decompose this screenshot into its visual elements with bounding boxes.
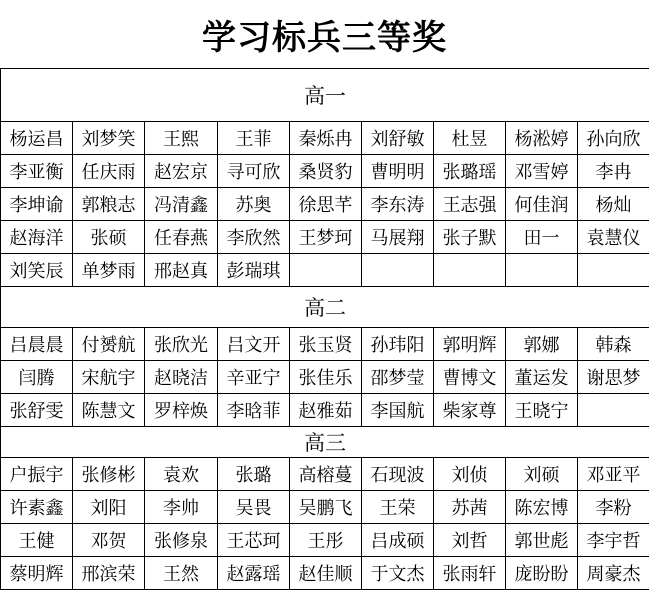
award-table-body: [1, 69, 649, 590]
student-name-cell: 杜昱: [434, 122, 506, 155]
student-name-cell: 吕文开: [218, 328, 290, 361]
student-name-cell: 苏茜: [434, 491, 506, 524]
grade-header: 高二: [1, 287, 649, 328]
student-name-cell: 陈宏博: [506, 491, 578, 524]
table-row: [1, 188, 649, 221]
student-name-cell: 孙玮阳: [362, 328, 434, 361]
student-name-cell: 王熙: [145, 122, 218, 155]
student-name-cell: 刘阳: [73, 491, 145, 524]
student-name-cell: 邵梦莹: [362, 361, 434, 394]
student-name-cell: 王芯珂: [218, 524, 290, 557]
table-row: [1, 155, 649, 188]
student-name-cell: 寻可欣: [218, 155, 290, 188]
student-name-cell: 李粉: [578, 491, 649, 524]
student-name-cell: 刘侦: [434, 458, 506, 491]
student-name-cell: 赵露瑶: [218, 557, 290, 590]
grade-header: 高三: [1, 427, 649, 458]
student-name-cell: 邢赵真: [145, 254, 218, 287]
award-table: [0, 68, 649, 590]
grade-header: 高一: [1, 69, 649, 122]
student-name-cell: 吴畏: [218, 491, 290, 524]
student-name-cell: 高榕蔓: [290, 458, 362, 491]
grade-header-row: [1, 427, 649, 458]
student-name-cell: 赵宏京: [145, 155, 218, 188]
student-name-cell: 王然: [145, 557, 218, 590]
student-name-cell: 郭娜: [506, 328, 578, 361]
student-name-cell: 庞盼盼: [506, 557, 578, 590]
student-name-cell: 吕晨晨: [1, 328, 73, 361]
student-name-cell: 柴家尊: [434, 394, 506, 427]
student-name-cell: 孙向欣: [578, 122, 649, 155]
student-name-cell: [578, 394, 649, 427]
student-name-cell: 张璐瑶: [434, 155, 506, 188]
grade-header-row: [1, 69, 649, 122]
student-name-cell: 刘舒敏: [362, 122, 434, 155]
student-name-cell: 辛亚宁: [218, 361, 290, 394]
student-name-cell: 谢思梦: [578, 361, 649, 394]
student-name-cell: 张欣光: [145, 328, 218, 361]
student-name-cell: 王晓宁: [506, 394, 578, 427]
student-name-cell: 杨淞婷: [506, 122, 578, 155]
student-name-cell: 张玉贤: [290, 328, 362, 361]
student-name-cell: 王菲: [218, 122, 290, 155]
student-name-cell: 张子默: [434, 221, 506, 254]
student-name-cell: 石现波: [362, 458, 434, 491]
student-name-cell: 王志强: [434, 188, 506, 221]
student-name-cell: 张舒雯: [1, 394, 73, 427]
student-name-cell: 陈慧文: [73, 394, 145, 427]
student-name-cell: 李冉: [578, 155, 649, 188]
student-name-cell: 田一: [506, 221, 578, 254]
student-name-cell: 李晗菲: [218, 394, 290, 427]
table-row: [1, 458, 649, 491]
student-name-cell: 单梦雨: [73, 254, 145, 287]
page-title: 学习标兵三等奖: [202, 17, 447, 58]
student-name-cell: 许素鑫: [1, 491, 73, 524]
student-name-cell: 曹明明: [362, 155, 434, 188]
student-name-cell: 蔡明辉: [1, 557, 73, 590]
student-name-cell: 宋航宇: [73, 361, 145, 394]
student-name-cell: 张佳乐: [290, 361, 362, 394]
student-name-cell: [578, 254, 649, 287]
student-name-cell: 周豪杰: [578, 557, 649, 590]
student-name-cell: 冯清鑫: [145, 188, 218, 221]
student-name-cell: 袁慧仪: [578, 221, 649, 254]
student-name-cell: 韩森: [578, 328, 649, 361]
table-row: [1, 254, 649, 287]
student-name-cell: 李东涛: [362, 188, 434, 221]
student-name-cell: 马展翔: [362, 221, 434, 254]
student-name-cell: 于文杰: [362, 557, 434, 590]
student-name-cell: [506, 254, 578, 287]
student-name-cell: 王彤: [290, 524, 362, 557]
student-name-cell: 赵晓洁: [145, 361, 218, 394]
table-row: [1, 557, 649, 590]
student-name-cell: 张雨轩: [434, 557, 506, 590]
student-name-cell: 闫腾: [1, 361, 73, 394]
table-row: [1, 491, 649, 524]
student-name-cell: 张硕: [73, 221, 145, 254]
student-name-cell: 邓贺: [73, 524, 145, 557]
student-name-cell: 何佳润: [506, 188, 578, 221]
student-name-cell: 户振宇: [1, 458, 73, 491]
student-name-cell: 王荣: [362, 491, 434, 524]
table-row: [1, 328, 649, 361]
student-name-cell: 苏奥: [218, 188, 290, 221]
student-name-cell: 杨运昌: [1, 122, 73, 155]
student-name-cell: 杨灿: [578, 188, 649, 221]
student-name-cell: 徐思芊: [290, 188, 362, 221]
student-name-cell: 李欣然: [218, 221, 290, 254]
student-name-cell: 吴鹏飞: [290, 491, 362, 524]
student-name-cell: 刘梦笑: [73, 122, 145, 155]
student-name-cell: 吕成硕: [362, 524, 434, 557]
student-name-cell: 李亚衡: [1, 155, 73, 188]
student-name-cell: 王健: [1, 524, 73, 557]
student-name-cell: 刘笑辰: [1, 254, 73, 287]
student-name-cell: 罗梓焕: [145, 394, 218, 427]
table-row: [1, 221, 649, 254]
student-name-cell: 张修泉: [145, 524, 218, 557]
table-row: [1, 361, 649, 394]
student-name-cell: [434, 254, 506, 287]
student-name-cell: 曹博文: [434, 361, 506, 394]
student-name-cell: 李帅: [145, 491, 218, 524]
student-name-cell: 张修彬: [73, 458, 145, 491]
student-name-cell: 刘哲: [434, 524, 506, 557]
student-name-cell: [290, 254, 362, 287]
student-name-cell: 王梦珂: [290, 221, 362, 254]
student-name-cell: 赵雅茹: [290, 394, 362, 427]
student-name-cell: 李宇哲: [578, 524, 649, 557]
student-name-cell: 付赟航: [73, 328, 145, 361]
table-row: [1, 524, 649, 557]
student-name-cell: 任庆雨: [73, 155, 145, 188]
student-name-cell: 张璐: [218, 458, 290, 491]
student-name-cell: 刘硕: [506, 458, 578, 491]
student-name-cell: 赵佳顺: [290, 557, 362, 590]
student-name-cell: 郭世彪: [506, 524, 578, 557]
student-name-cell: [362, 254, 434, 287]
student-name-cell: 邢滨荣: [73, 557, 145, 590]
table-row: [1, 122, 649, 155]
student-name-cell: 郭明辉: [434, 328, 506, 361]
student-name-cell: 李国航: [362, 394, 434, 427]
student-name-cell: 董运发: [506, 361, 578, 394]
grade-header-row: [1, 287, 649, 328]
student-name-cell: 桑贤豹: [290, 155, 362, 188]
student-name-cell: 彭瑞琪: [218, 254, 290, 287]
student-name-cell: 邓亚平: [578, 458, 649, 491]
student-name-cell: 邓雪婷: [506, 155, 578, 188]
table-row: [1, 394, 649, 427]
student-name-cell: 任春燕: [145, 221, 218, 254]
student-name-cell: 李坤谕: [1, 188, 73, 221]
student-name-cell: 郭粮志: [73, 188, 145, 221]
student-name-cell: 赵海洋: [1, 221, 73, 254]
student-name-cell: 袁欢: [145, 458, 218, 491]
student-name-cell: 秦烁冉: [290, 122, 362, 155]
